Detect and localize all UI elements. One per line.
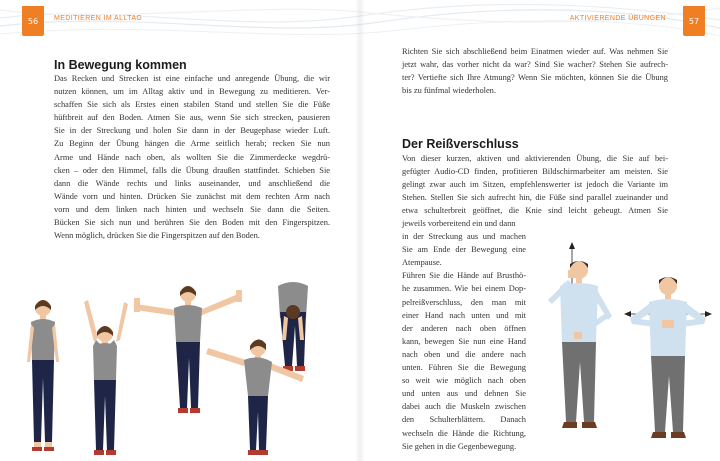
text-line: Arme und Hände nach oben, als wollten Sie die Zimmerdecke wegdrü-	[54, 152, 330, 162]
page-number-tab-left: 56	[22, 6, 44, 36]
text-line: bis zu fünfmal wiederholen.	[402, 86, 496, 96]
running-head-right: AKTIVIERENDE ÜBUNGEN	[569, 15, 666, 22]
text-line: Von dieser kurzen, aktiven und aktivierenden Übung, die Sie auf bei-	[402, 154, 668, 163]
text-line: hüftbreit auf den Boden. Atmen Sie aus, wenn Sie sich strecken, pausieren	[54, 113, 330, 123]
text-line: nach oben und die andere nach	[402, 349, 526, 359]
heading-der-reissverschluss: Der Reißverschluss	[402, 137, 519, 151]
text-line: ter? Vertiefte sich Ihre Atmung? Wenn Sie möchten, können Sie die Übung	[402, 73, 668, 83]
text-line: Wenn möglich, drücken Sie die Fingerspitzen auf den Boden.	[54, 231, 260, 241]
heading-in-bewegung-kommen: In Bewegung kommen	[54, 58, 187, 72]
text-line: Bücken Sie sich nun und berühren Sie den Boden mit den Fingerspitzen.	[54, 218, 330, 228]
paragraph-reissverschluss-full	[402, 152, 668, 217]
text-line: he zusammen. Wie bei einem Dop-	[402, 284, 526, 294]
man-zipper-vertical-illustration	[538, 240, 620, 440]
text-line: cken – oder den Himmel, falls die Übung draußen stattfindet. Schieben Sie	[54, 165, 330, 175]
woman-arms-up-illustration	[80, 298, 130, 461]
paragraph-reissverschluss-narrow	[402, 217, 526, 453]
paragraph-in-bewegung	[54, 72, 330, 242]
text-line: vorn und dem linken nach hinten und wechseln Sie dann die Seiten.	[54, 204, 330, 214]
text-line: gelingt zwar auch im Sitzen, empfehlenswerter ist jedoch die Variante im	[402, 180, 668, 190]
paragraph-continuation	[402, 45, 668, 97]
text-line: einer Hand nach unten und mit	[402, 310, 526, 320]
text-line: gefügter Audio-CD finden, profitieren Bildschirmarbeiter am meisten. Sie	[402, 167, 668, 177]
text-line: so weit wie möglich nach oben	[402, 376, 526, 386]
text-line: Zu Beginn der Übung hängen die Arme seitlich herab; recken Sie nun	[54, 139, 330, 149]
page-number-tab-right: 57	[683, 6, 705, 36]
running-head-left: MEDITIEREN IM ALLTAG	[54, 15, 143, 22]
text-line: jeweils vorbereitend ein und dann	[402, 219, 516, 228]
woman-twisting-arms-illustration	[206, 334, 306, 461]
text-line: Atempause.	[402, 258, 442, 268]
text-line: Richten Sie sich abschließend beim Einatmen wieder auf. Was nehmen Sie	[402, 47, 668, 56]
text-line: Führen Sie die Hände auf Brusthö-	[402, 271, 526, 281]
text-line: dann die Wände rechts und links auseinander, und anschließend die	[54, 178, 330, 188]
woman-standing-illustration	[22, 296, 64, 461]
text-line: wechseln die Hände die Richtung,	[402, 428, 526, 438]
text-line: dabei auch die Muskeln zwischen	[402, 402, 526, 412]
text-line: pelreißverschluss, den man mit	[402, 297, 526, 307]
text-line: in der Streckung aus und machen	[402, 232, 526, 242]
text-line: kann, bewegen Sie nun eine Hand	[402, 336, 526, 346]
text-line: Sie in der Streckung und holen Sie dann in der Beugephase wieder Luft.	[54, 126, 330, 136]
text-line: Wände vorn und hinten. Drücken Sie zunächst mit dem rechten Arm nach	[54, 191, 330, 201]
man-zipper-start-illustration	[622, 272, 714, 442]
text-line: Stehen. Stellen Sie sich aufrecht hin, die Füße sind parallel zueinander und	[402, 193, 668, 203]
text-line: Sie am Ende der Bewegung eine	[402, 245, 526, 255]
text-line: jetzt wahr, das vorher nicht da war? Sind Sie wacher? Stehen Sie aufrech-	[402, 60, 668, 70]
text-line: nutzen können, um im Alltag aktiv und in Bewegung zu meditieren. Ver-	[54, 87, 330, 97]
text-line: den Schulterblättern. Danach	[402, 415, 526, 425]
text-line: etwa schulterbreit geöffnet, die Knie sind leicht gebeugt. Atmen Sie	[402, 206, 668, 216]
text-line: Das Recken und Strecken ist eine einfache und anregende Übung, die wir	[54, 74, 330, 83]
text-line: und unten aus und dehnen Sie	[402, 389, 526, 399]
text-line: der anderen nach oben öffnen	[402, 323, 526, 333]
text-line: unten. Führen Sie die Bewegung	[402, 363, 526, 373]
text-line: Sie gehen in die Gegenbewegung.	[402, 441, 517, 451]
book-gutter-shadow	[355, 0, 365, 461]
text-line: schaffen Sie sich als Erstes einen stabilen Stand und stellen Sie die Füße	[54, 100, 330, 110]
